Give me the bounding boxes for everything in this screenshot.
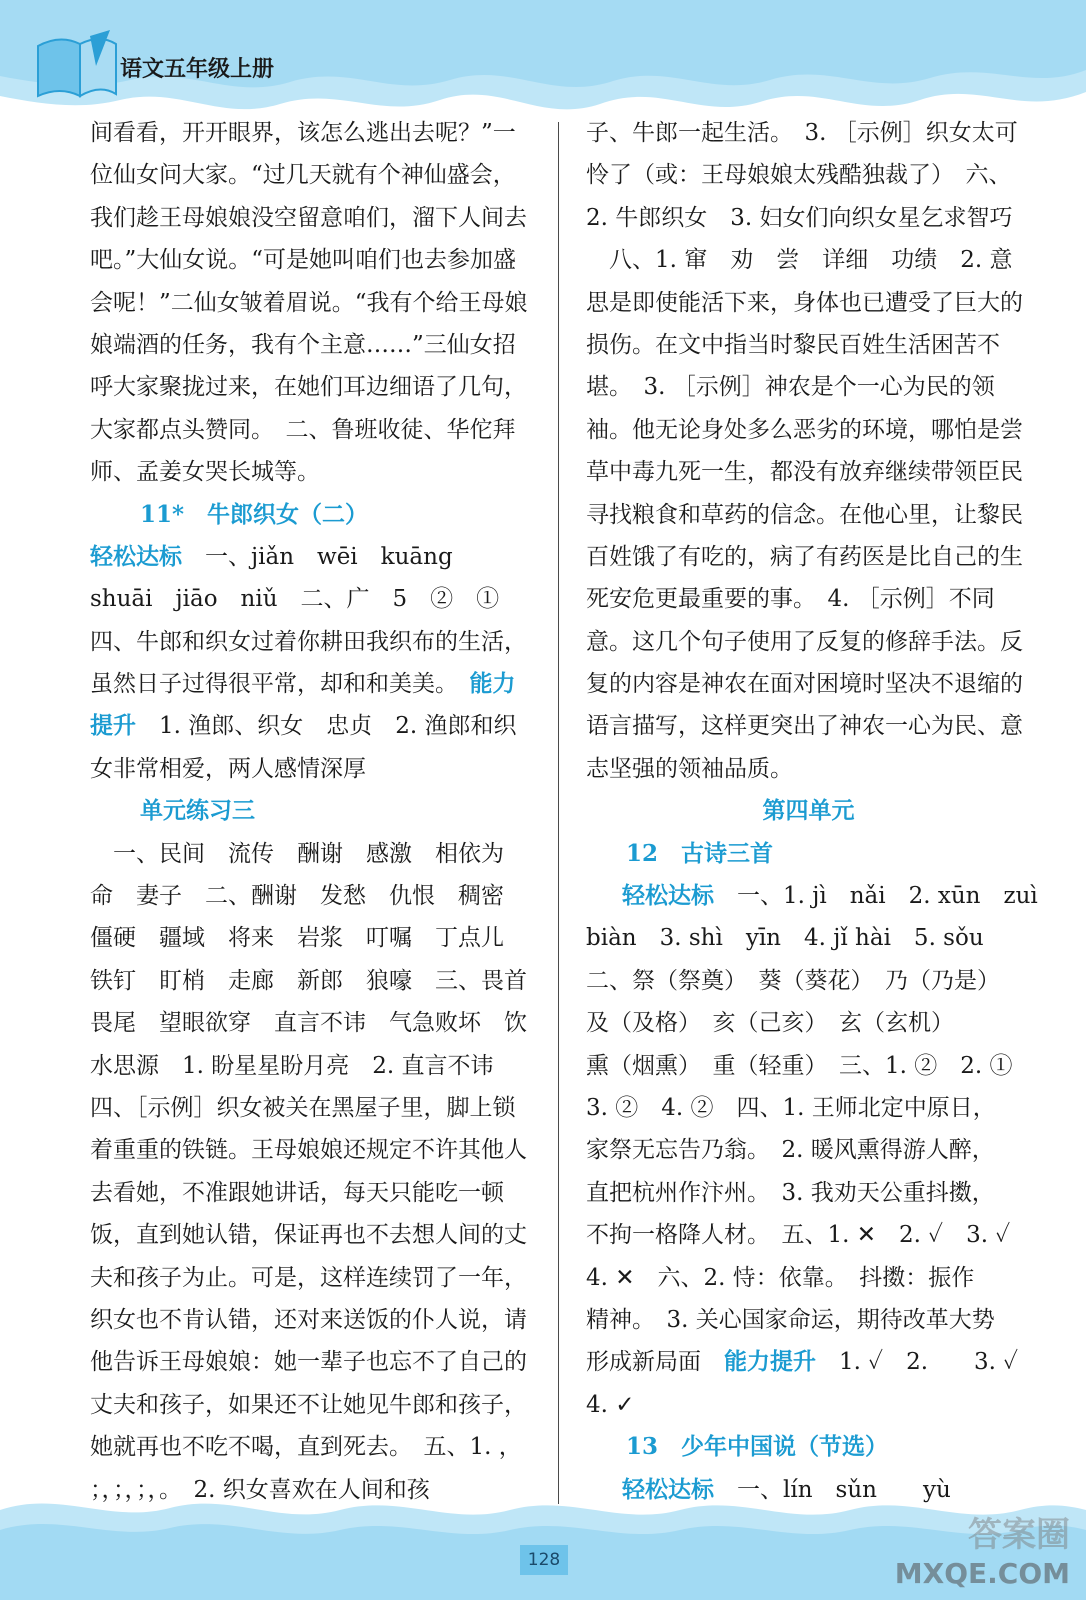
text-line: 夫和孩子为止。可是，这样连续罚了一年， [90,1264,527,1291]
text-line: 2. 牛郎织女 3. 妇女们向织女星乞求智巧 [586,204,1013,231]
book-title: 语文五年级上册 [120,57,275,82]
text-line: 吧。”大仙女说。“可是她叫咱们也去参加盛 [90,247,517,274]
text-line: 二、祭（祭奠） 葵（葵花） 乃（乃是） [586,967,1000,994]
text-line: 命 妻子 二、酬谢 发愁 仇恨 稠密 [90,883,504,910]
text-line [90,536,535,578]
text-line: 志坚强的领袖品质。 [586,755,793,782]
text-line [90,705,535,747]
text-line: 家祭无忘告乃翁。 2. 暖风熏得游人醉， [586,1137,995,1164]
left-column [90,112,535,1511]
text-line: ；，；，；，。 2. 织女喜欢在人间和孩 [90,1476,430,1503]
text-line: 死安危更最重要的事。 4. ［示例］不同 [586,586,995,613]
watermark-url: MXQE.COM [894,1557,1070,1590]
text-line: 八、1. 窜 劝 尝 详细 功绩 2. 意 [586,247,1013,274]
text-line: 一、民间 流传 酬谢 感激 相依为 [90,840,504,867]
text-line: 去看她，不准跟她讲话，每天只能吃一顿 [90,1179,504,1206]
text-line [90,663,535,705]
text-line: shuāi jiāo niǔ 二、广 5 ② ① [90,586,500,613]
text-line: 4. ✕ 六、2. 恃：依靠。 抖擞：振作 [586,1264,975,1291]
text-line [586,1341,1031,1383]
easy-target-label: 轻松达标 [90,542,182,570]
text-span: 一、jiǎn wēi kuāng [182,543,453,570]
text-line: 间看看，开开眼界，该怎么逃出去呢？”一 [90,120,516,146]
column-divider [558,122,559,1504]
text-line: 畏尾 望眼欲穿 直言不讳 气急败坏 饮 [90,1010,527,1037]
text-line: 僵硬 疆域 将来 岩浆 叮嘱 丁点儿 [90,925,504,952]
text-line: 四、牛郎和织女过着你耕田我织布的生活， [90,628,527,655]
text-span: 一、lín sǔn yù [714,1476,951,1503]
book-logo-icon [30,26,120,106]
watermark-brand: 答案圈 [968,1515,1070,1555]
ability-label-part2: 提升 [90,712,136,740]
text-line: 她就再也不吃不喝，直到死去。 五、1. ， [90,1434,522,1461]
page-number: 128 [520,1545,568,1575]
text-line: 娘端酒的任务，我有个主意……”三仙女招 [90,331,516,358]
text-line: 不拘一格降人材。 五、1. ✕ 2. ✓ 3. ✓ [586,1222,1011,1249]
text-line: 损伤。在文中指当时黎民百姓生活困苦不 [586,331,1000,358]
text-span: 虽然日子过得很平常，却和和美美。 [90,671,470,698]
lesson-heading-11: 11* 牛郎织女（二） [140,500,369,528]
text-line: 着重重的铁链。王母娘娘还规定不许其他人 [90,1137,527,1164]
text-line: 师、孟姜女哭长城等。 [90,459,320,486]
text-line: 4. ✓ [586,1391,635,1418]
text-line [586,875,1038,917]
easy-target-label: 轻松达标 [622,1475,714,1503]
text-line: 复的内容是神农在面对困境时坚决不退缩的 [586,671,1023,698]
right-column [586,112,1038,1511]
text-line: 他告诉王母娘娘：她一辈子也忘不了自己的 [90,1349,527,1376]
text-line: 草中毒九死一生，都没有放弃继续带领臣民 [586,459,1023,486]
lesson-heading-12: 12 古诗三首 [626,839,774,867]
text-line: 及（及格） 亥（己亥） 玄（玄机） [586,1010,954,1037]
ability-label: 能力提升 [724,1348,816,1376]
text-line: 堪。 3. ［示例］神农是个一心为民的领 [586,374,995,401]
ability-label-part1: 能力 [469,670,516,698]
text-span: 1. ✓ 2. 3. ✓ [816,1349,1019,1376]
text-line: 四、［示例］织女被关在黑屋子里，脚上锁 [90,1094,516,1121]
text-line: 子、牛郎一起生活。 3. ［示例］织女太可 [586,120,1018,146]
text-line: 位仙女问大家。“过几天就有个神仙盛会， [90,162,516,189]
text-line: 丈夫和孩子，如果还不让她见牛郎和孩子， [90,1391,527,1418]
text-line: 直把杭州作汴州。 3. 我劝天公重抖擞， [586,1179,995,1206]
text-line: 百姓饿了有吃的，病了有药医是比自己的生 [586,543,1023,570]
text-line: 精神。 3. 关心国家命运，期待改革大势 [586,1306,995,1333]
text-line: 寻找粮食和草药的信念。在他心里，让黎民 [586,501,1023,528]
text-line: 熏（烟熏） 重（轻重） 三、1. ② 2. ① [586,1052,1013,1079]
text-line: 怜了（或：王母娘娘太残酷独裁了） 六、 [586,162,1012,189]
text-span: 一、1. jì nǎi 2. xūn zuì [714,883,1038,910]
text-line: 织女也不肯认错，还对来送饭的仆人说，请 [90,1306,527,1333]
text-line: biàn 3. shì yīn 4. jǐ hài 5. sǒu [586,925,984,952]
text-line: 饭，直到她认错，保证再也不去想人间的丈 [90,1222,527,1249]
text-line: 呼大家聚拢过来，在她们耳边细语了几句， [90,374,527,401]
unit-heading: 第四单元 [762,797,855,825]
text-line: 女非常相爱，两人感情深厚 [90,755,366,782]
easy-target-label: 轻松达标 [622,882,714,910]
text-line: 铁钉 盯梢 走廊 新郎 狼嚎 三、畏首 [90,967,527,994]
text-line: 我们趁王母娘娘没空留意咱们，溜下人间去 [90,204,527,231]
text-span: 形成新局面 [586,1349,724,1376]
unit-exercise-heading: 单元练习三 [140,797,255,825]
text-line: 袖。他无论身处多么恶劣的环境，哪怕是尝 [586,416,1023,443]
text-line: 意。这几个句子使用了反复的修辞手法。反 [586,628,1023,655]
text-line: 3. ② 4. ② 四、1. 王师北定中原日， [586,1094,996,1121]
text-span: 1. 渔郎、织女 忠贞 2. 渔郎和织 [136,713,517,740]
text-line: 思是即使能活下来，身体也已遭受了巨大的 [586,289,1023,316]
lesson-heading-13: 13 少年中国说（节选） [626,1433,889,1461]
text-line: 语言描写，这样更突出了神农一心为民、意 [586,713,1023,740]
text-line: 会呢！”二仙女皱着眉说。“我有个给王母娘 [90,289,528,316]
text-line: 大家都点头赞同。 二、鲁班收徒、华佗拜 [90,416,516,443]
text-line: 水思源 1. 盼星星盼月亮 2. 直言不讳 [90,1052,494,1079]
